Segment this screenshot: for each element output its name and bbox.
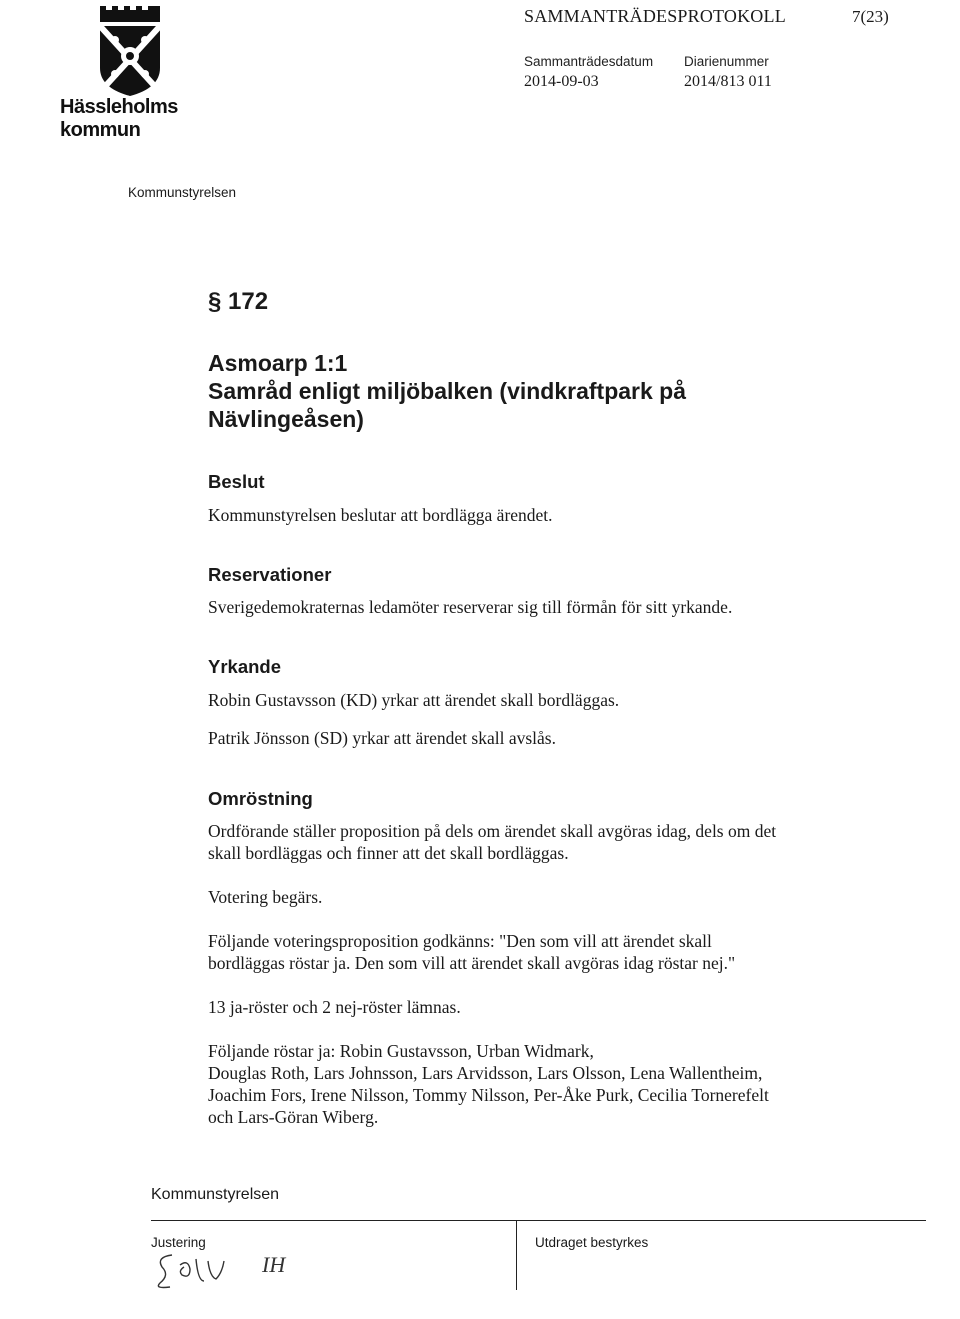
document-type: SAMMANTRÄDESPROTOKOLL bbox=[524, 6, 786, 26]
paragraph-number: § 172 bbox=[208, 288, 269, 315]
diary-number-label: Diarienummer bbox=[684, 54, 769, 69]
justering-label: Justering bbox=[151, 1235, 206, 1250]
decision-heading: Beslut bbox=[208, 471, 265, 492]
footer-column-divider bbox=[516, 1220, 517, 1290]
department-name: Kommunstyrelsen bbox=[128, 185, 237, 200]
vote-proposition-approved-text: Följande voteringsproposition godkänns: "Den som vill att ärendet skall bordläggas röstar ja. Den som vill att ärendet skall avgöras idag röstar nej." bbox=[208, 931, 736, 973]
meeting-date-value: 2014-09-03 bbox=[524, 73, 599, 90]
extract-certified-label: Utdraget bestyrkes bbox=[535, 1235, 649, 1250]
yes-voters-text: Följande röstar ja: Robin Gustavsson, Urban Widmark, Douglas Roth, Lars Johnsson, Lars Arvidsson, Lars Olsson, Lena Wallentheim, Joachim Fors, Irene Nilsson, Tommy Nilsson, Per-Åke Purk, Cecilia Tornerefelt och Lars-Göran Wiberg. bbox=[208, 1041, 769, 1127]
page-number: 7(23) bbox=[852, 7, 889, 26]
signature-initials: IH bbox=[262, 1252, 286, 1277]
vote-heading: Omröstning bbox=[208, 788, 313, 809]
footer-body-name: Kommunstyrelsen bbox=[151, 1186, 280, 1203]
municipality-logo-text: Hässleholms kommun bbox=[60, 96, 178, 141]
motion-text-2: Patrik Jönsson (SD) yrkar att ärendet skall avslås. bbox=[208, 728, 556, 748]
footer-divider bbox=[151, 1220, 926, 1221]
vote-result-text: 13 ja-röster och 2 nej-röster lämnas. bbox=[208, 997, 461, 1017]
diary-number-value: 2014/813 011 bbox=[684, 73, 772, 90]
motion-heading: Yrkande bbox=[208, 656, 282, 677]
motion-text-1: Robin Gustavsson (KD) yrkar att ärendet skall bordläggas. bbox=[208, 690, 620, 710]
vote-proposition-text: Ordförande ställer proposition på dels om ärendet skall avgöras idag, dels om det skall bordläggas och finner att det skall bordläggas. bbox=[208, 821, 777, 863]
vote-requested-text: Votering begärs. bbox=[208, 887, 323, 907]
case-title: Asmoarp 1:1 Samråd enligt miljöbalken (vindkraftpark på Nävlingeåsen) bbox=[208, 350, 687, 432]
decision-text: Kommunstyrelsen beslutar att bordlägga ärendet. bbox=[208, 505, 553, 525]
meeting-date-label: Sammanträdesdatum bbox=[524, 54, 654, 69]
reservations-heading: Reservationer bbox=[208, 564, 332, 585]
reservations-text: Sverigedemokraternas ledamöter reserverar sig till förmån för sitt yrkande. bbox=[208, 597, 733, 617]
